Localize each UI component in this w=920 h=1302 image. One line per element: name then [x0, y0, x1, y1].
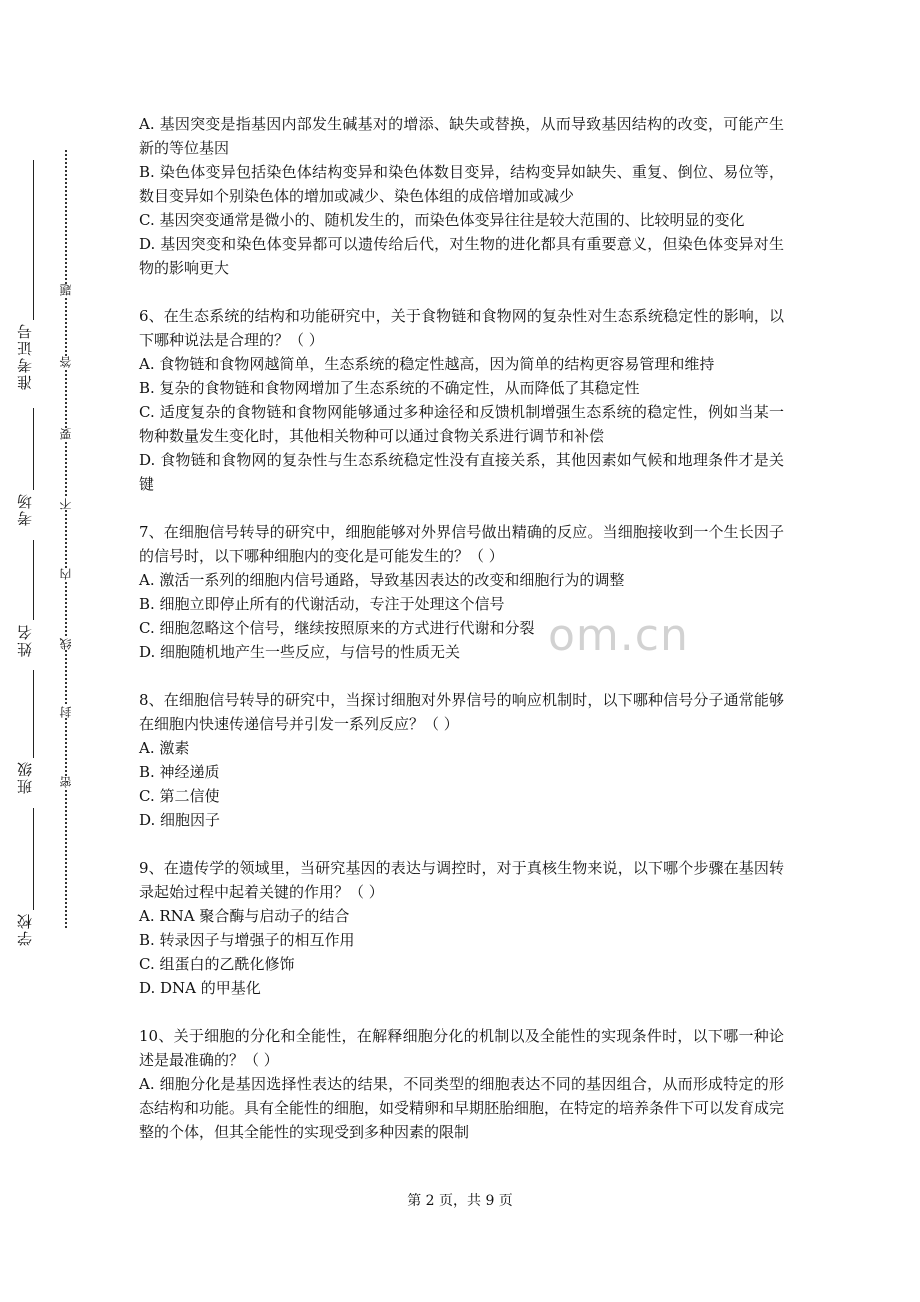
school-blank: [33, 808, 34, 910]
q8-option-d: D. 细胞因子: [139, 811, 221, 829]
q9-option-c: C. 组蛋白的乙酰化修饰: [139, 955, 295, 973]
seal-char-3: 线: [59, 638, 73, 650]
seal-char-5: 不: [59, 498, 73, 510]
seal-char-6: 要: [59, 428, 73, 440]
q9-option-b: B. 转录因子与增强子的相互作用: [139, 931, 355, 949]
seal-char-7: 答: [59, 356, 73, 368]
q5-option-d: D. 基因突变和染色体变异都可以遗传给后代，对生物的进化都具有重要意义，但染色体变异对生物的影响更大: [139, 235, 784, 277]
ticket-number-blank: [33, 160, 34, 320]
q10-stem: 10、关于细胞的分化和全能性，在解释细胞分化的机制以及全能性的实现条件时，以下哪一种论述是最准确的？（ ）: [139, 1027, 784, 1069]
seal-char-8: 题: [59, 284, 73, 296]
seal-char-4: 内: [59, 568, 73, 580]
watermark: om.cn: [548, 610, 689, 661]
ticket-number-label: 准考证号: [16, 322, 34, 390]
name-label: 姓名: [16, 623, 34, 657]
q10-option-a: A. 细胞分化是基因选择性表达的结果，不同类型的细胞表达不同的基因组合，从而形成特定的形态结构和功能。具有全能性的细胞，如受精卵和早期胚胎细胞，在特定的培养条件下可以发育成完整的个体，但其全能性的实现受到多种因素的限制: [139, 1075, 785, 1141]
q6-option-a: A. 食物链和食物网越简单，生态系统的稳定性越高，因为简单的结构更容易管理和维持: [139, 355, 715, 373]
q7-stem: 7、在细胞信号转导的研究中，细胞能够对外界信号做出精确的反应。当细胞接收到一个生长因子的信号时，以下哪种细胞内的变化是可能发生的？（ ）: [139, 523, 784, 565]
school-label: 学校: [16, 912, 34, 946]
name-blank: [33, 540, 34, 620]
q9-option-d: D. DNA 的甲基化: [139, 979, 261, 997]
q6-option-c: C. 适度复杂的食物链和食物网能够通过多种途径和反馈机制增强生态系统的稳定性，例如当某一物种数量发生变化时，其他相关物种可以通过食物关系进行调节和补偿: [139, 403, 784, 445]
q8-option-b: B. 神经递质: [139, 763, 220, 781]
q5-option-b: B. 染色体变异包括染色体结构变异和染色体数目变异，结构变异如缺失、重复、倒位、易位等，数目变异如个别染色体的增加或减少、染色体组的成倍增加或减少: [139, 163, 784, 205]
q7-option-a: A. 激活一系列的细胞内信号通路，导致基因表达的改变和细胞行为的调整: [139, 571, 625, 589]
exam-room-label: 考场: [16, 492, 34, 526]
q7-option-c: C. 细胞忽略这个信号，继续按照原来的方式进行代谢和分裂: [139, 619, 535, 637]
question-content: [139, 112, 784, 1144]
q6-stem: 6、在生态系统的结构和功能研究中，关于食物链和食物网的复杂性对生态系统稳定性的影响，以下哪种说法是合理的？（ ）: [139, 307, 784, 349]
q9-stem: 9、在遗传学的领域里，当研究基因的表达与调控时，对于真核生物来说，以下哪个步骤在基因转录起始过程中起着关键的作用？（ ）: [139, 859, 784, 901]
q5-option-a: A. 基因突变是指基因内部发生碱基对的增添、缺失或替换，从而导致基因结构的改变，可能产生新的等位基因: [139, 115, 784, 157]
q8-stem: 8、在细胞信号转导的研究中，当探讨细胞对外界信号的响应机制时，以下哪种信号分子通常能够在细胞内快速传递信号并引发一系列反应？（ ）: [139, 691, 784, 733]
q6-option-d: D. 食物链和食物网的复杂性与生态系统稳定性没有直接关系，其他因素如气候和地理条件才是关键: [139, 451, 784, 493]
q6-option-b: B. 复杂的食物链和食物网增加了生态系统的不确定性，从而降低了其稳定性: [139, 379, 640, 397]
seal-char-2: 封: [59, 706, 73, 718]
class-label: 班级: [16, 760, 34, 794]
q5-option-c: C. 基因突变通常是微小的、随机发生的，而染色体变异往往是较大范围的、比较明显的变化: [139, 211, 745, 229]
q7-option-b: B. 细胞立即停止所有的代谢活动，专注于处理这个信号: [139, 595, 505, 613]
q9-option-a: A. RNA 聚合酶与启动子的结合: [139, 907, 350, 925]
seal-dotted-line: [65, 150, 67, 928]
q8-option-c: C. 第二信使: [139, 787, 220, 805]
binding-strip: [0, 0, 90, 1302]
exam-room-blank: [33, 408, 34, 490]
page-number: 第 2 页，共 9 页: [407, 1193, 513, 1209]
seal-char-1: 密: [59, 776, 73, 788]
q8-option-a: A. 激素: [139, 739, 190, 757]
class-blank: [33, 670, 34, 758]
q7-option-d: D. 细胞随机地产生一些反应，与信号的性质无关: [139, 643, 461, 661]
